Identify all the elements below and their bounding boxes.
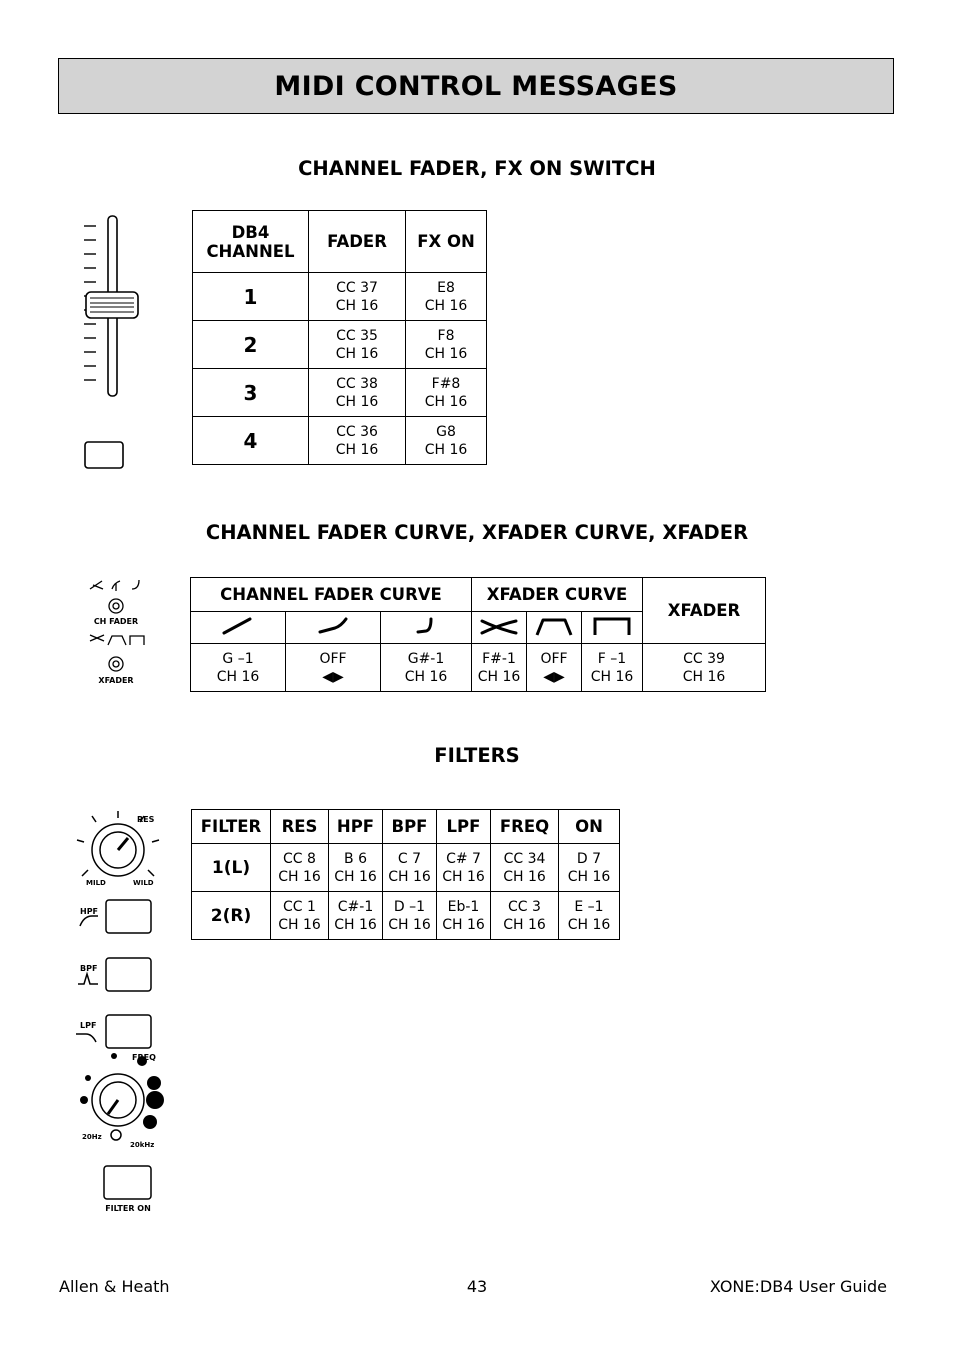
xfade-cross-icon xyxy=(472,612,527,644)
curve-value-cell: F –1 CH 16 xyxy=(582,644,643,692)
header-channel-fader-curve: CHANNEL FADER CURVE xyxy=(191,578,472,612)
bpf-label: BPF xyxy=(80,964,98,973)
fader-table xyxy=(192,210,487,465)
footer-company: Allen & Heath xyxy=(59,1277,170,1296)
res-label: RES xyxy=(137,815,155,824)
curve-medium-icon xyxy=(286,612,381,644)
filter-cell: D 7 CH 16 xyxy=(559,844,620,892)
header-lpf: LPF xyxy=(437,810,491,844)
footer-guide-title: XONE:DB4 User Guide xyxy=(709,1277,887,1296)
page-title-bar xyxy=(58,58,894,114)
channel-number: 1 xyxy=(193,273,309,321)
curve-sharp-icon xyxy=(381,612,472,644)
curve-value-cell: OFF ◀▶ xyxy=(286,644,381,692)
curve-linear-icon xyxy=(191,612,286,644)
wild-label: WILD xyxy=(133,879,154,887)
filter-cell: C 7 CH 16 xyxy=(383,844,437,892)
fx-on-cell: F8 CH 16 xyxy=(406,321,487,369)
filter-cell: CC 1 CH 16 xyxy=(271,892,329,940)
fx-on-cell: E8 CH 16 xyxy=(406,273,487,321)
freq-low-label: 20Hz xyxy=(82,1133,102,1141)
channel-number: 2 xyxy=(193,321,309,369)
header-bpf: BPF xyxy=(383,810,437,844)
xfade-cut-icon xyxy=(582,612,643,644)
filter-cell: CC 3 CH 16 xyxy=(491,892,559,940)
fx-on-cell: G8 CH 16 xyxy=(406,417,487,465)
xfader-switch-label: XFADER xyxy=(98,676,134,685)
header-fx-on: FX ON xyxy=(406,211,487,273)
filter-cell: C#-1 CH 16 xyxy=(329,892,383,940)
filter-cell: B 6 CH 16 xyxy=(329,844,383,892)
curve-table xyxy=(190,577,766,692)
section-heading-filters: FILTERS xyxy=(434,744,520,767)
hpf-label: HPF xyxy=(80,907,99,916)
curve-value-cell: G –1 CH 16 xyxy=(191,644,286,692)
header-xfader-curve: XFADER CURVE xyxy=(472,578,643,612)
channel-number: 3 xyxy=(193,369,309,417)
header-freq: FREQ xyxy=(491,810,559,844)
fader-cell: CC 35 CH 16 xyxy=(309,321,406,369)
channel-number: 4 xyxy=(193,417,309,465)
header-on: ON xyxy=(559,810,620,844)
filters-table xyxy=(191,809,620,940)
curve-value-cell: G#-1 CH 16 xyxy=(381,644,472,692)
filter-cell: Eb-1 CH 16 xyxy=(437,892,491,940)
header-filter: FILTER xyxy=(192,810,271,844)
filter-cell: C# 7 CH 16 xyxy=(437,844,491,892)
curve-switches-illustration xyxy=(84,575,150,690)
footer-page-number: 43 xyxy=(466,1277,488,1296)
filter-name: 2(R) xyxy=(192,892,271,940)
fader-cell: CC 38 CH 16 xyxy=(309,369,406,417)
section-heading-fader: CHANNEL FADER, FX ON SWITCH xyxy=(298,157,656,180)
freq-label: FREQ xyxy=(132,1053,156,1062)
header-res: RES xyxy=(271,810,329,844)
channel-fader-illustration xyxy=(76,210,156,475)
header-xfader: XFADER xyxy=(643,578,766,644)
xfader-value-cell: CC 39 CH 16 xyxy=(643,644,766,692)
lpf-label: LPF xyxy=(80,1021,97,1030)
filter-cell: E –1 CH 16 xyxy=(559,892,620,940)
fader-cell: CC 36 CH 16 xyxy=(309,417,406,465)
fx-on-cell: F#8 CH 16 xyxy=(406,369,487,417)
fader-cell: CC 37 CH 16 xyxy=(309,273,406,321)
curve-value-cell: F#-1 CH 16 xyxy=(472,644,527,692)
filter-on-label: FILTER ON xyxy=(105,1204,151,1213)
section-heading-curves: CHANNEL FADER CURVE, XFADER CURVE, XFADER xyxy=(205,521,749,544)
freq-high-label: 20kHz xyxy=(130,1141,155,1149)
curve-value-cell: OFF ◀▶ xyxy=(527,644,582,692)
filter-cell: D –1 CH 16 xyxy=(383,892,437,940)
header-fader: FADER xyxy=(309,211,406,273)
filter-cell: CC 8 CH 16 xyxy=(271,844,329,892)
header-hpf: HPF xyxy=(329,810,383,844)
filter-name: 1(L) xyxy=(192,844,271,892)
mild-label: MILD xyxy=(86,879,106,887)
xfade-medium-icon xyxy=(527,612,582,644)
page-title: MIDI CONTROL MESSAGES xyxy=(274,70,678,102)
header-db4-channel: DB4 CHANNEL xyxy=(193,211,309,273)
filter-panel-illustration xyxy=(72,808,172,1218)
filter-cell: CC 34 CH 16 xyxy=(491,844,559,892)
ch-fader-switch-label: CH FADER xyxy=(93,617,139,626)
